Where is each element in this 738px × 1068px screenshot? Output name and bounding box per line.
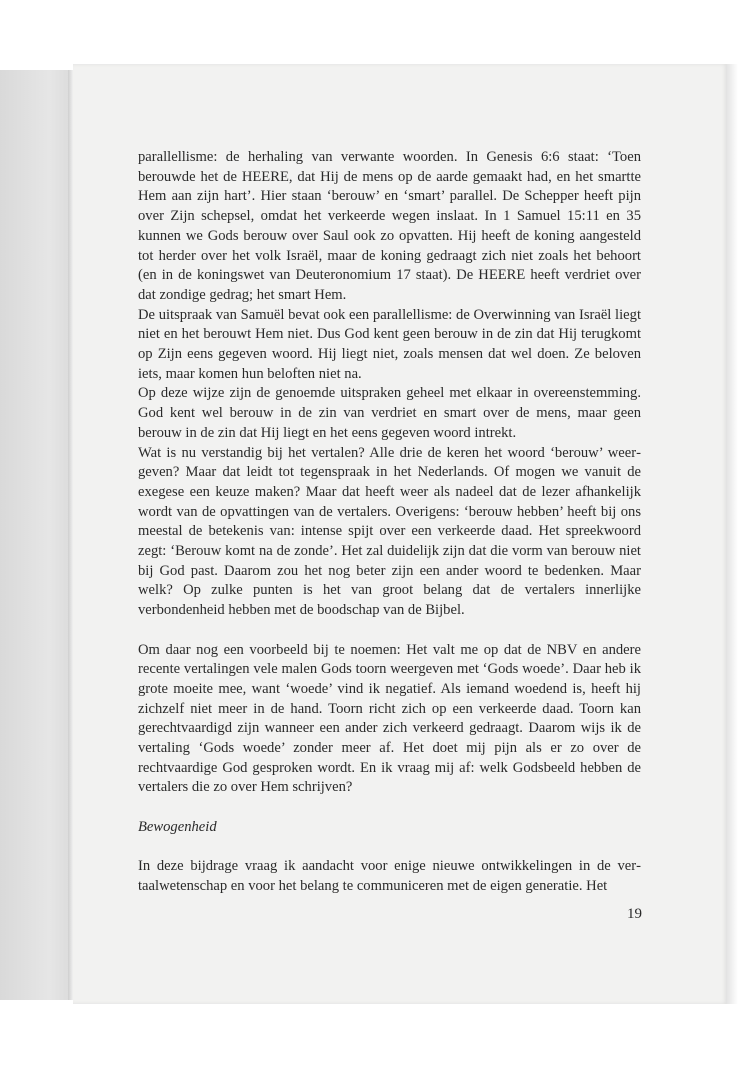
paragraph-2: De uitspraak van Samuël bevat ook een parallellisme: de Overwinning van Israël liegt niet en het berouwt Hem niet. Dus God kent geen berouw in de zin dat Hij terugkomt op Zijn eens gegeven woord. Hij liegt niet, zoals mensen dat wel doen. Ze beloven iets, maar komen hun beloften niet na. xyxy=(138,306,641,382)
paragraph-5: Om daar nog een voorbeeld bij te noemen: Het valt me op dat de NBV en andere recente vertalingen vele malen Gods toorn weergeven met ‘Gods woede’. Daar heb ik grote moeite mee, want ‘woede’ vind ik negatief. Als iemand woedend is, heeft hij zichzelf niet meer in de hand. Toorn richt zich op een verkeerde daad. Toorn kan gerechtvaardigd zijn wanneer een ander zich verkeerd gedraagt. Daarom wijs ik de vertaling ‘Gods woede’ zonder meer af. Het doet mij pijn als er zo over de rechtvaardige God gesproken wordt. En ik vraag mij af: welk Godsbeeld hebben de vertalers die zo over Hem schrijven? xyxy=(138,641,641,796)
facing-page-edge xyxy=(0,70,70,1000)
paragraph-spacer xyxy=(138,798,641,818)
section-heading: Bewogenheid xyxy=(138,818,217,835)
page-number: 19 xyxy=(627,906,642,922)
paragraph-4: Wat is nu verstandig bij het vertalen? Alle drie de keren het woord ‘berouw’ weergeven? Maar dat leidt tot tegenspraak in het Nederlands. Of mogen we vanuit de exegese een keuze maken? Maar dat heeft weer als nadeel dat de lezer afhankelijk wordt van de opvattingen van de vertalers. Overigens: ‘berouw hebben’ heeft bij ons meestal de betekenis van: intense spijt over een verkeerde daad. Het spreekwoord zegt: ‘Berouw komt na de zonde’. Het zal duidelijk zijn dat die vorm van berouw niet bij God past. Daarom zou het nog beter zijn een ander woord te bedenken. Maar welk? Op zulke punten is het van groot belang dat de vertalers innerlijke verbondenheid hebben met de boodschap van de Bijbel. xyxy=(138,444,641,619)
body-text xyxy=(138,148,641,897)
paragraph-3: Op deze wijze zijn de genoemde uitspraken geheel met elkaar in overeenstemming. God kent wel berouw in de zin van verdriet en smart over de mens, maar geen berouw in de zin dat Hij liegt en het eens gegeven woord intrekt. xyxy=(138,385,641,441)
paragraph-spacer xyxy=(138,838,641,858)
paragraph-1: parallellisme: de herhaling van verwante woorden. In Genesis 6:6 staat: ‘Toen berouwde het de HEERE, dat Hij de mens op de aarde gemaakt had, en het smartte Hem aan zijn hart’. Hier staan ‘berouw’ en ‘smart’ parallel. De Schepper heeft pijn over Zijn schepsel, omdat het verkeerde wegen inslaat. In 1 Samuel 15:11 en 35 kunnen we Gods berouw over Saul ook zo opvatten. Hij heeft de koning aangesteld tot herder over het volk Israël, maar de koning gedraagt zich niet zoals het behoort (en in de koningswet van Deuteronomium 17 staat). De HEERE heeft verdriet over dat zondige gedrag; het smart Hem. xyxy=(138,149,641,303)
final-paragraph: In deze bijdrage vraag ik aandacht voor enige nieuwe ontwikkelingen in de vertaalwetenschap en voor het belang te communiceren met de eigen generatie. Het xyxy=(138,858,641,894)
page-right-edge xyxy=(726,64,738,1004)
paragraph-spacer xyxy=(138,621,641,641)
